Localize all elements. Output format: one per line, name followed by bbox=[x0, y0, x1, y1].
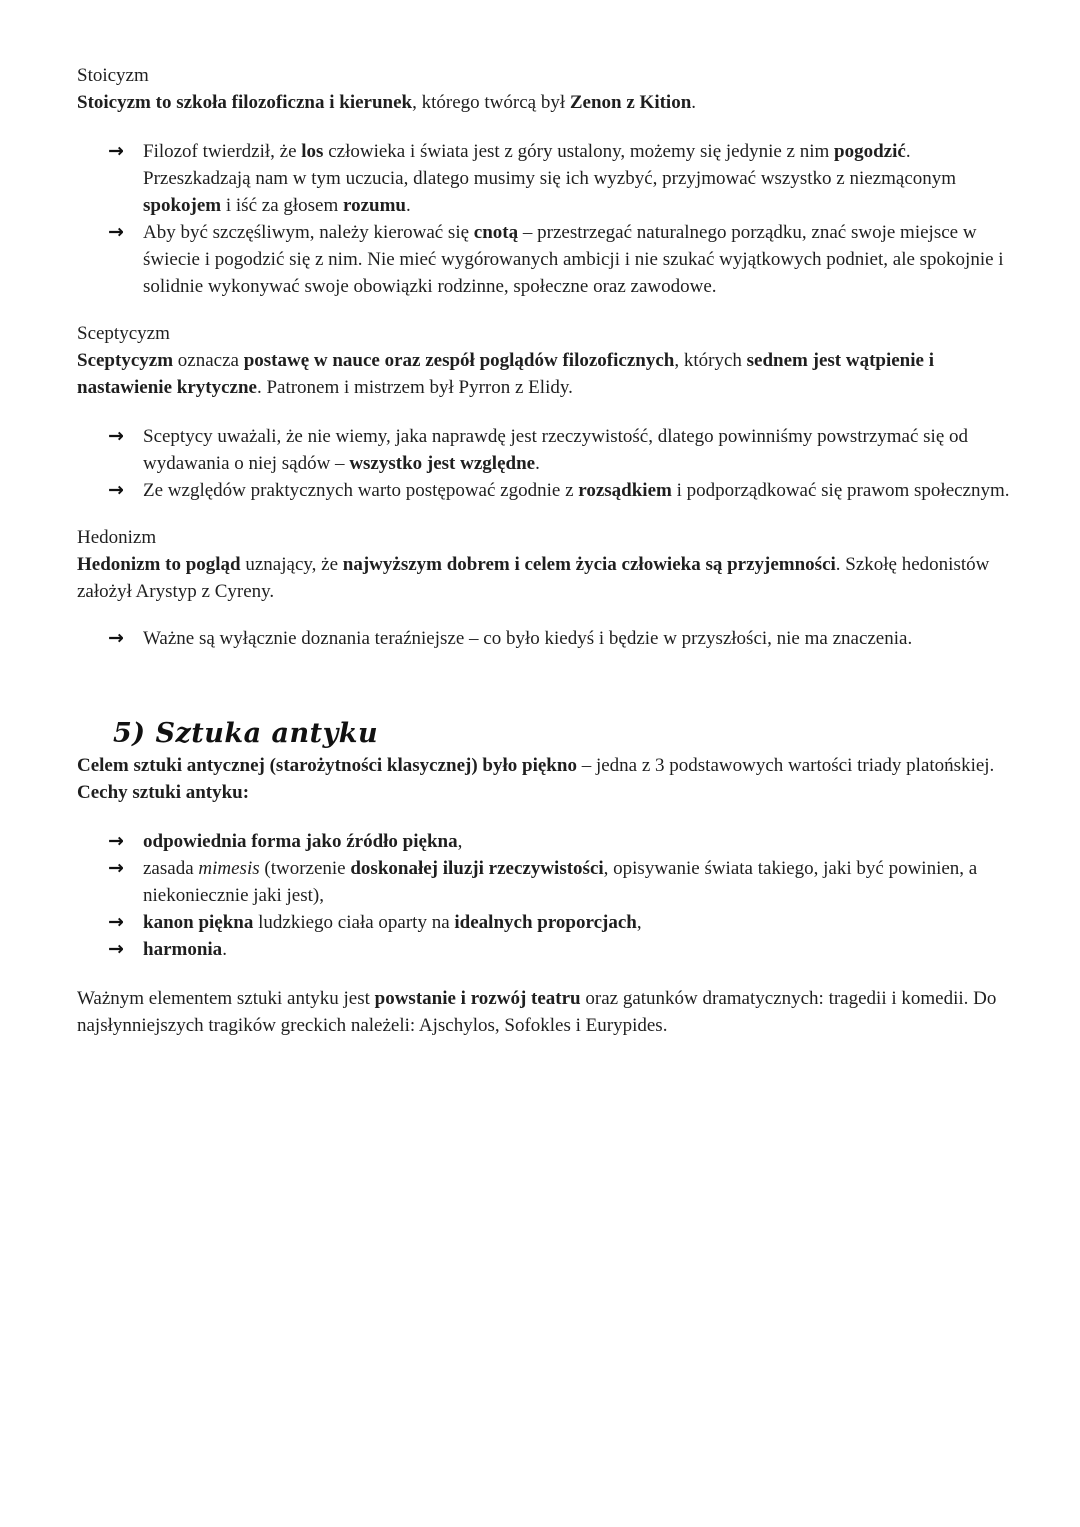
arrow-right-icon: → bbox=[108, 857, 124, 879]
arrow-right-icon: → bbox=[108, 627, 124, 649]
list-item bbox=[108, 625, 1022, 652]
list-item-text: kanon piękna ludzkiego ciała oparty na idealnych proporcjach, bbox=[143, 912, 642, 933]
definition: Stoicyzm to szkoła filozoficzna i kierunek, którego twórcą był Zenon z Kition. bbox=[77, 92, 697, 113]
definition: Hedonizm to pogląd uznający, że najwyższym dobrem i celem życia człowieka są przyjemności. Szkołę hedonistów założył Arystyp z Cyreny. bbox=[77, 554, 990, 602]
arrow-right-icon: → bbox=[108, 938, 124, 960]
section-sceptycyzm bbox=[77, 320, 1022, 504]
list-item-text: odpowiednia forma jako źródło piękna, bbox=[143, 831, 463, 852]
document-page bbox=[77, 62, 1022, 1039]
list-item bbox=[108, 936, 1022, 963]
arrow-right-icon: → bbox=[108, 911, 124, 933]
list-item-text: Aby być szczęśliwym, należy kierować się cnotą – przestrzegać naturalnego porządku, znać swoje miejsce w świecie i pogodzić się z nim. Nie mieć wygórowanych ambicji i nie szukać wyjątkowych podniet, ale spokojnie i solidnie wykonywać swoje obowiązki rodzinne, społeczne oraz zawodowe. bbox=[143, 222, 1004, 297]
definition: Celem sztuki antycznej (starożytności klasycznej) było piękno – jedna z 3 podstawowych wartości triady platońskiej. Cechy sztuki antyku: bbox=[77, 755, 995, 803]
list-item bbox=[108, 909, 1022, 936]
list-item-text: Ze względów praktycznych warto postępować zgodnie z rozsądkiem i podporządkować się prawom społecznym. bbox=[143, 480, 1010, 501]
section-label: Hedonizm bbox=[77, 527, 157, 548]
list-item-text: Ważne są wyłącznie doznania teraźniejsze – co było kiedyś i będzie w przyszłości, nie ma znaczenia. bbox=[143, 628, 913, 649]
list-item bbox=[108, 828, 1022, 855]
section-hedonizm bbox=[77, 524, 1022, 652]
arrow-right-icon: → bbox=[108, 140, 124, 162]
list-item-text: Filozof twierdził, że los człowieka i świata jest z góry ustalony, możemy się jedynie z nim pogodzić. Przeszkadzają nam w tym uczucia, dlatego musimy się ich wyzbyć, przyjmować wszystko z niezmąconym spokojem i iść za głosem rozumu. bbox=[143, 141, 957, 216]
arrow-right-icon: → bbox=[108, 830, 124, 852]
bullet-list bbox=[77, 138, 1022, 300]
arrow-right-icon: → bbox=[108, 221, 124, 243]
bullet-list bbox=[77, 423, 1022, 504]
list-item bbox=[108, 477, 1022, 504]
list-item bbox=[108, 423, 1022, 477]
definition: Sceptycyzm oznacza postawę w nauce oraz zespół poglądów filozoficznych, których sednem jest wątpienie i nastawienie krytyczne. Patronem i mistrzem był Pyrron z Elidy. bbox=[77, 350, 934, 398]
bullet-list bbox=[77, 828, 1022, 963]
bullet-list bbox=[77, 625, 1022, 652]
list-item-text: zasada mimesis (tworzenie doskonałej iluzji rzeczywistości, opisywanie świata takiego, jaki być powinien, a niekoniecznie jaki jest), bbox=[143, 858, 978, 906]
list-item-text: harmonia. bbox=[143, 939, 227, 960]
list-item bbox=[108, 138, 1022, 219]
section-heading: 5) Sztuka antyku bbox=[113, 718, 379, 749]
arrow-right-icon: → bbox=[108, 425, 124, 447]
arrow-right-icon: → bbox=[108, 479, 124, 501]
section-stoicyzm bbox=[77, 62, 1022, 300]
section-sztuka-antyku bbox=[77, 716, 1022, 1039]
closing-paragraph: Ważnym elementem sztuki antyku jest powstanie i rozwój teatru oraz gatunków dramatycznych: tragedii i komedii. Do najsłynniejszych tragików greckich należeli: Ajschylos, Sofokles i Eurypides. bbox=[77, 988, 997, 1036]
list-item bbox=[108, 219, 1022, 300]
list-item-text: Sceptycy uważali, że nie wiemy, jaka naprawdę jest rzeczywistość, dlatego powinniśmy powstrzymać się od wydawania o niej sądów – wszystko jest względne. bbox=[143, 426, 968, 474]
list-item bbox=[108, 855, 1022, 909]
section-label: Stoicyzm bbox=[77, 65, 149, 86]
section-label: Sceptycyzm bbox=[77, 323, 170, 344]
